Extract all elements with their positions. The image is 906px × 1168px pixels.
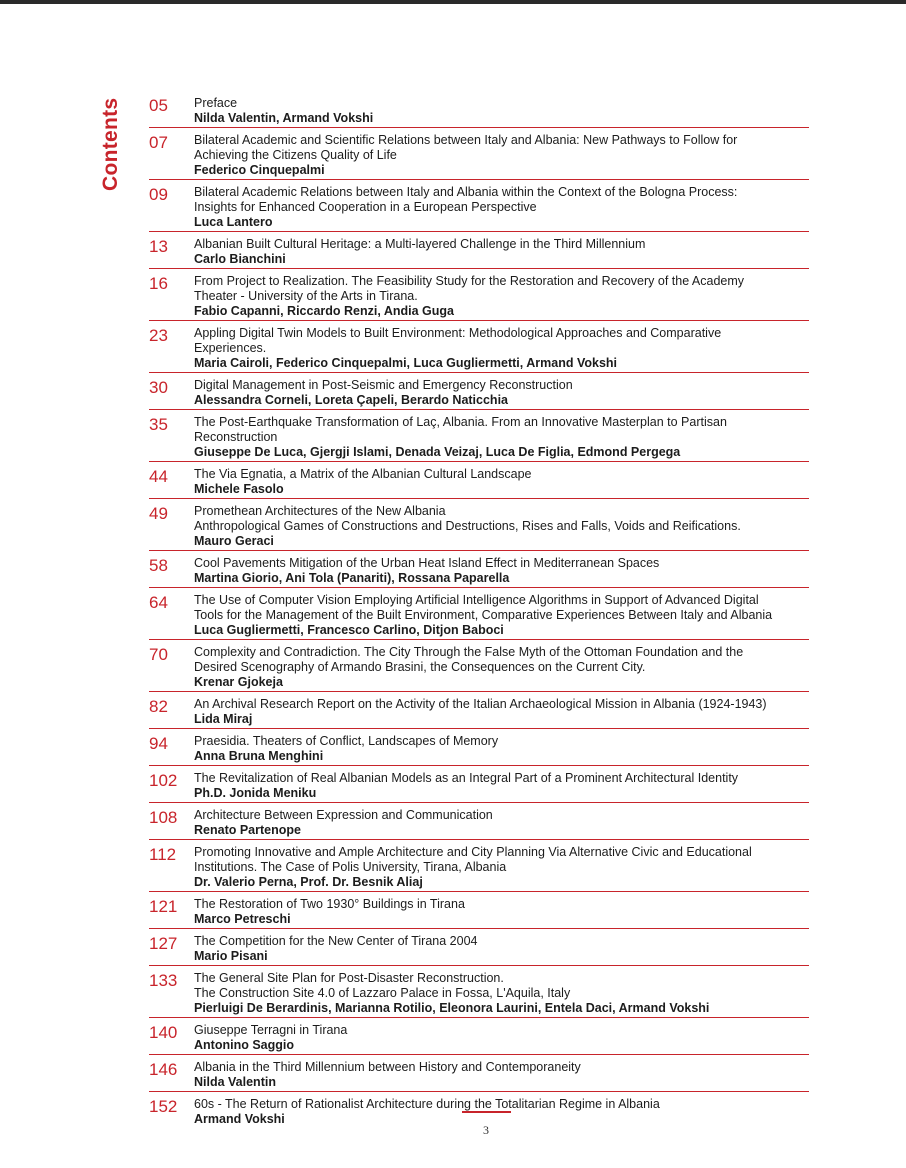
toc-entry-authors: Dr. Valerio Perna, Prof. Dr. Besnik Aliaj	[194, 875, 423, 889]
toc-entry	[149, 183, 809, 232]
toc-page-number: 152	[149, 1097, 178, 1116]
page-number: 3	[483, 1123, 489, 1137]
toc-entry-title	[194, 845, 809, 875]
toc-page-number: 146	[149, 1060, 178, 1079]
toc-entry-body	[194, 734, 809, 764]
toc-entry-title	[194, 274, 809, 304]
toc-entry-title-line: 60s - The Return of Rationalist Architecture during the Totalitarian Regime in Albania	[194, 1097, 660, 1111]
toc-entry-authors: Antonino Saggio	[194, 1038, 294, 1052]
toc-entry-title-line: Experiences.	[194, 341, 267, 355]
toc-page-number: 127	[149, 934, 178, 953]
toc-entry-title	[194, 697, 809, 712]
toc-entry-body	[194, 593, 809, 638]
toc-page-number: 112	[149, 845, 177, 864]
toc-page-number: 09	[149, 185, 168, 204]
toc-entry	[149, 591, 809, 640]
toc-entry	[149, 131, 809, 180]
toc-page-number: 82	[149, 697, 168, 716]
toc-entry	[149, 895, 809, 929]
toc-page-number: 44	[149, 467, 168, 486]
toc-entry-title-line: Tools for the Management of the Built Environment, Comparative Experiences Between Italy and Albania	[194, 608, 773, 622]
toc-entry-title	[194, 734, 809, 749]
toc-entry-title-line: Preface	[194, 96, 238, 110]
toc-entry-body	[194, 845, 809, 890]
toc-entry-title-line: Appling Digital Twin Models to Built Environment: Methodological Approaches and Comparative	[194, 326, 722, 340]
toc-entry-authors: Pierluigi De Berardinis, Marianna Rotilio, Eleonora Laurini, Entela Daci, Armand Vokshi	[194, 1001, 710, 1015]
toc-entry-title-line: Reconstruction	[194, 430, 278, 444]
toc-entry-body	[194, 697, 809, 727]
toc-entry-title	[194, 133, 809, 163]
toc-entry	[149, 272, 809, 321]
toc-entry-title	[194, 934, 809, 949]
toc-entry-title-line: The Construction Site 4.0 of Lazzaro Palace in Fossa, L'Aquila, Italy	[194, 986, 571, 1000]
toc-entry-title-line: From Project to Realization. The Feasibility Study for the Restoration and Recovery of the Academy	[194, 274, 745, 288]
toc-entry-title	[194, 556, 809, 571]
toc-entry-body	[194, 645, 809, 690]
toc-entry-body	[194, 133, 809, 178]
toc-entry-body	[194, 326, 809, 371]
toc-entry-title-line: Albania in the Third Millennium between History and Contemporaneity	[194, 1060, 581, 1074]
toc-entry-title	[194, 1060, 809, 1075]
toc-entry-title-line: Institutions. The Case of Polis University, Tirana, Albania	[194, 860, 507, 874]
toc-entry	[149, 554, 809, 588]
toc-page-number: 102	[149, 771, 178, 790]
toc-entry-title	[194, 645, 809, 675]
toc-entry-body	[194, 274, 809, 319]
toc-entry	[149, 413, 809, 462]
toc-entry-title	[194, 1023, 809, 1038]
toc-entry-body	[194, 415, 809, 460]
toc-entry-body	[194, 504, 809, 549]
toc-page-number: 70	[149, 645, 168, 664]
toc-entry-title-line: Anthropological Games of Constructions and Destructions, Rises and Falls, Voids and Reifications.	[194, 519, 741, 533]
toc-entry	[149, 1058, 809, 1092]
toc-entry-authors: Renato Partenope	[194, 823, 301, 837]
toc-entry-title	[194, 593, 809, 623]
toc-entry-title-line: Albanian Built Cultural Heritage: a Multi-layered Challenge in the Third Millennium	[194, 237, 646, 251]
toc-entry-title	[194, 808, 809, 823]
toc-entry	[149, 643, 809, 692]
toc-entry-title	[194, 415, 809, 445]
contents-title: Contents	[99, 97, 122, 191]
toc-entry-title	[194, 378, 809, 393]
toc-entry-authors: Nilda Valentin, Armand Vokshi	[194, 111, 374, 125]
toc-entry-authors: Giuseppe De Luca, Gjergji Islami, Denada Veizaj, Luca De Figlia, Edmond Pergega	[194, 445, 681, 459]
toc-entry-body	[194, 771, 809, 801]
toc-entry-title-line: Promethean Architectures of the New Albania	[194, 504, 446, 518]
toc-entry	[149, 324, 809, 373]
toc-entry	[149, 465, 809, 499]
toc-entry-title-line: Cool Pavements Mitigation of the Urban Heat Island Effect in Mediterranean Spaces	[194, 556, 660, 570]
toc-entry-authors: Maria Cairoli, Federico Cinquepalmi, Luca Gugliermetti, Armand Vokshi	[194, 356, 618, 370]
toc-entry-title-line: Achieving the Citizens Quality of Life	[194, 148, 397, 162]
toc-page-number: 35	[149, 415, 168, 434]
toc-entry-authors: Krenar Gjokeja	[194, 675, 283, 689]
toc-entry-body	[194, 971, 809, 1016]
toc-entry-title-line: Complexity and Contradiction. The City Through the False Myth of the Ottoman Foundation and the	[194, 645, 744, 659]
toc-page-number: 108	[149, 808, 178, 827]
toc-entry-title	[194, 237, 809, 252]
toc-entry-title-line: Praesidia. Theaters of Conflict, Landscapes of Memory	[194, 734, 499, 748]
toc-entry	[149, 502, 809, 551]
toc-entry-body	[194, 467, 809, 497]
toc-entry	[149, 235, 809, 269]
toc-entry	[149, 94, 809, 128]
toc-entry-authors: Mauro Geraci	[194, 534, 274, 548]
toc-entry-body	[194, 185, 809, 230]
toc-entry-title-line: An Archival Research Report on the Activity of the Italian Archaeological Mission in Albania (1924-1943)	[194, 697, 767, 711]
table-of-contents	[149, 94, 809, 1131]
toc-entry	[149, 1021, 809, 1055]
toc-entry-title	[194, 185, 809, 215]
toc-entry-authors: Alessandra Corneli, Loreta Çapeli, Berardo Naticchia	[194, 393, 508, 407]
toc-entry-title-line: The Use of Computer Vision Employing Artificial Intelligence Algorithms in Support of Advanced Digital	[194, 593, 759, 607]
toc-entry	[149, 769, 809, 803]
toc-page-number: 64	[149, 593, 168, 612]
toc-entry-authors: Fabio Capanni, Riccardo Renzi, Andia Guga	[194, 304, 454, 318]
toc-entry-title-line: The General Site Plan for Post-Disaster Reconstruction.	[194, 971, 504, 985]
toc-entry-title-line: Insights for Enhanced Cooperation in a European Perspective	[194, 200, 537, 214]
toc-entry-title	[194, 326, 809, 356]
toc-entry-authors: Carlo Bianchini	[194, 252, 286, 266]
toc-page-number: 16	[149, 274, 168, 293]
toc-entry-title	[194, 96, 809, 111]
toc-entry-body	[194, 1060, 809, 1090]
toc-entry-title-line: Theater - University of the Arts in Tirana.	[194, 289, 418, 303]
toc-page-number: 49	[149, 504, 168, 523]
toc-entry-authors: Nilda Valentin	[194, 1075, 276, 1089]
toc-page-number: 07	[149, 133, 168, 152]
toc-entry-body	[194, 556, 809, 586]
toc-entry-title-line: The Restoration of Two 1930° Buildings in Tirana	[194, 897, 465, 911]
toc-entry-title-line: The Revitalization of Real Albanian Models as an Integral Part of a Prominent Architectural Identity	[194, 771, 739, 785]
toc-entry-title-line: The Via Egnatia, a Matrix of the Albanian Cultural Landscape	[194, 467, 532, 481]
toc-entry-body	[194, 897, 809, 927]
toc-page-number: 05	[149, 96, 168, 115]
toc-entry	[149, 695, 809, 729]
toc-entry-title-line: The Post-Earthquake Transformation of Laç, Albania. From an Innovative Masterplan to Partisan	[194, 415, 727, 429]
toc-entry	[149, 843, 809, 892]
toc-entry-authors: Armand Vokshi	[194, 1112, 285, 1126]
toc-entry-authors: Luca Gugliermetti, Francesco Carlino, Ditjon Baboci	[194, 623, 504, 637]
toc-entry-body	[194, 96, 809, 126]
toc-entry-title-line: The Competition for the New Center of Tirana 2004	[194, 934, 478, 948]
toc-page-number: 133	[149, 971, 178, 990]
toc-entry-title	[194, 771, 809, 786]
toc-entry-title	[194, 467, 809, 482]
toc-entry-authors: Luca Lantero	[194, 215, 273, 229]
toc-page-number: 58	[149, 556, 168, 575]
toc-entry-authors: Mario Pisani	[194, 949, 268, 963]
toc-page-number: 94	[149, 734, 168, 753]
toc-entry-body	[194, 237, 809, 267]
toc-entry-title-line: Architecture Between Expression and Communication	[194, 808, 493, 822]
toc-entry-title-line: Desired Scenography of Armando Brasini, the Consequences on the Current City.	[194, 660, 646, 674]
toc-entry-body	[194, 808, 809, 838]
toc-entry-body	[194, 378, 809, 408]
toc-entry-authors: Federico Cinquepalmi	[194, 163, 325, 177]
toc-entry	[149, 732, 809, 766]
toc-entry-title-line: Bilateral Academic and Scientific Relations between Italy and Albania: New Pathways to Follow for	[194, 133, 738, 147]
toc-entry-title-line: Promoting Innovative and Ample Architecture and City Planning Via Alternative Civic and Educational	[194, 845, 752, 859]
toc-entry	[149, 806, 809, 840]
toc-page-number: 140	[149, 1023, 178, 1042]
toc-entry-authors: Martina Giorio, Ani Tola (Panariti), Rossana Paparella	[194, 571, 510, 585]
toc-entry	[149, 969, 809, 1018]
toc-entry-title-line: Giuseppe Terragni in Tirana	[194, 1023, 348, 1037]
toc-entry-title	[194, 504, 809, 534]
toc-page-number: 13	[149, 237, 168, 256]
toc-entry-title-line: Bilateral Academic Relations between Italy and Albania within the Context of the Bologna Process:	[194, 185, 738, 199]
toc-entry	[149, 932, 809, 966]
toc-entry-body	[194, 1023, 809, 1053]
toc-entry-authors: Anna Bruna Menghini	[194, 749, 324, 763]
toc-entry-authors: Marco Petreschi	[194, 912, 291, 926]
toc-entry-title	[194, 1097, 809, 1112]
footer-divider	[462, 1111, 511, 1113]
toc-entry-authors: Ph.D. Jonida Meniku	[194, 786, 317, 800]
top-border	[0, 0, 906, 4]
toc-entry-body	[194, 934, 809, 964]
toc-page-number: 23	[149, 326, 168, 345]
toc-entry-authors: Michele Fasolo	[194, 482, 284, 496]
toc-entry-authors: Lida Miraj	[194, 712, 253, 726]
toc-page-number: 30	[149, 378, 168, 397]
toc-entry-title	[194, 897, 809, 912]
toc-entry-title-line: Digital Management in Post-Seismic and Emergency Reconstruction	[194, 378, 573, 392]
toc-entry-title	[194, 971, 809, 1001]
toc-page-number: 121	[149, 897, 178, 916]
toc-entry	[149, 376, 809, 410]
